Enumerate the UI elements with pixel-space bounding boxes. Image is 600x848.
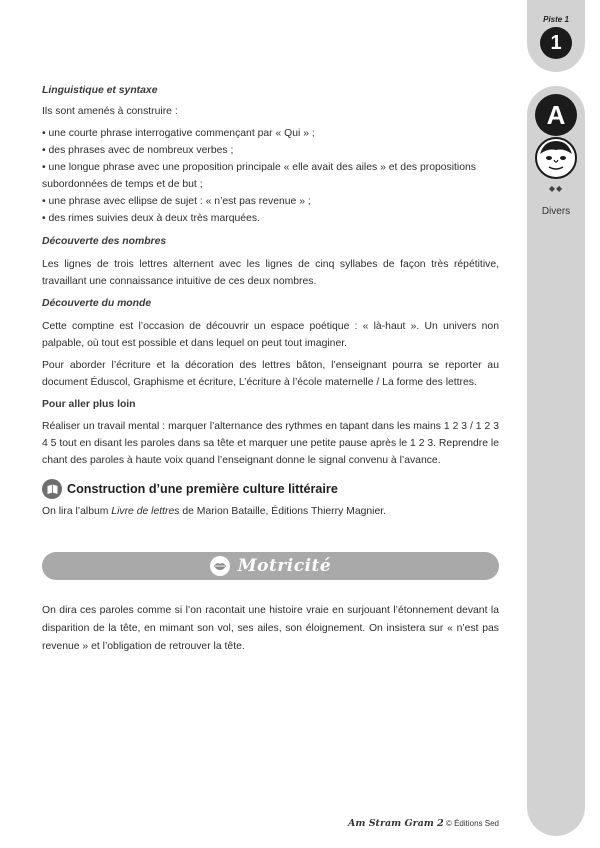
category-label: Divers [541,206,571,217]
book-title: Livre de lettres [111,506,180,517]
list-item: • une phrase avec ellipse de sujet : « n’est pas revenue » ; [42,196,311,207]
side-tab [527,86,585,836]
footer-brand: Am Stram Gram 2 [347,818,444,829]
child-face-icon [534,136,578,180]
list-item: • des phrases avec de nombreux verbes ; [42,145,234,156]
culture-text-after: de Marion Bataille, Éditions Thierry Magnier. [179,506,387,517]
piste-tab [527,0,585,72]
plus-loin-heading: Pour aller plus loin [42,399,136,410]
monde-heading: Découverte du monde [42,298,152,309]
main-content [42,82,499,520]
culture-heading: Construction d’une première culture littéraire [67,481,338,496]
footer-copyright: © Éditions Sed [445,819,499,828]
culture-text [42,503,499,520]
list-item: • une courte phrase interrogative commençant par « Qui » ; [42,128,315,139]
piste-label: Piste 1 [543,15,569,24]
culture-section-title [42,479,499,499]
section-letter-badge: A [535,94,577,136]
book-icon [42,479,62,499]
linguistique-intro: Ils sont amenés à construire : [42,106,178,117]
nombres-text: Les lignes de trois lettres alternent avec les lignes de cinq syllabes de façon très répétitive, travaillant une connaissance intuitive de ces deux nombres. [42,259,499,287]
linguistique-heading: Linguistique et syntaxe [42,85,158,96]
linguistique-list [42,125,499,227]
monde-paragraph: Cette comptine est l’occasion de découvrir un espace poétique : « là-haut ». Un univers non palpable, où tout est possible et dans lequel on peut tout imaginer. [42,321,499,349]
piste-number-badge: 1 [540,27,572,59]
list-item: • des rimes suivies deux à deux très marquées. [42,213,260,224]
motricite-banner [42,552,499,580]
footer [348,818,499,829]
list-item: • une longue phrase avec une proposition principale « elle avait des ailes » et des propositions subordonnées de temps et de but ; [42,162,476,190]
plus-loin-text: Réaliser un travail mental : marquer l’alternance des rythmes en tapant dans les mains 1 2 3 / 1 2 3 4 5 tout en disant les paroles dans sa tête et marquer une petite pause après le 1 2 3. Reprendre le chant des paroles à haute voix quand l’enseignant donne le signal convenu à l’avance. [42,421,499,466]
lips-icon [210,556,230,576]
motricite-title: Motricité [237,556,332,576]
motricite-text: On dira ces paroles comme si l’on racontait une histoire vraie en surjouant l’étonnement devant la disparition de la tête, en mimant son vol, ses ailes, son éloignement. On insistera sur « n’est pas revenue » et l’obligation de retrouver la tête. [42,605,499,652]
monde-paragraph: Pour aborder l’écriture et la décoration des lettres bâton, l’enseignant pourra se reporter au document Éduscol, Graphisme et écriture, L’écriture à l’école maternelle / La forme des lettres. [42,360,499,388]
culture-text-before: On lira l’album [42,506,112,517]
nombres-heading: Découverte des nombres [42,236,167,247]
difficulty-diamonds: ◆◆ [548,184,564,193]
